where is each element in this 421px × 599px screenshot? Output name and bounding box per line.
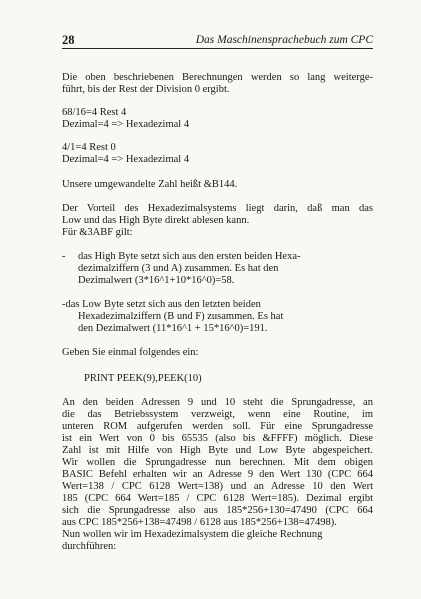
page-number: 28 bbox=[62, 33, 75, 47]
text-line: ist ein Wert von 0 bis 65535 (also bis &FFFF) möglich. Diese bbox=[62, 433, 373, 444]
text-line: 185 (CPC 664 Wert=185 / CPC 6128 Wert=185). Dezimal ergibt bbox=[62, 493, 373, 504]
text-line: Unsere umgewandelte Zahl heißt &B144. bbox=[62, 179, 238, 190]
text-line: Dezimal=4 => Hexadezimal 4 bbox=[62, 154, 190, 165]
text-line: Zahl ist mit Hilfe von High Byte und Low Byte abgespeichert. bbox=[62, 445, 373, 456]
text-line: PRINT PEEK(9),PEEK(10) bbox=[84, 373, 202, 384]
text-line: BASIC Befehl erhalten wir an Adresse 9 den Wert 130 (CPC 664 bbox=[62, 469, 373, 480]
text-line: Dezimalwert (3*16^1+10*16^0)=58. bbox=[78, 275, 235, 286]
running-title: Das Maschinensprachebuch zum CPC bbox=[195, 34, 373, 46]
text-line: Hexadezimalziffern (B und F) zusammen. Es hat bbox=[78, 311, 284, 322]
text-line: den Dezimalwert (11*16^1 + 15*16^0)=191. bbox=[78, 323, 268, 334]
text-line: 4/1=4 Rest 0 bbox=[62, 142, 116, 153]
text-line: 68/16=4 Rest 4 bbox=[62, 107, 127, 118]
text-line: - bbox=[62, 251, 66, 262]
text-line: Wir wollen die Sprungadresse nun berechnen. Mit dem obigen bbox=[62, 457, 373, 468]
text-line: durchführen: bbox=[62, 541, 117, 552]
text-line: Der Vorteil des Hexadezimalsystems liegt darin, daß man das bbox=[62, 203, 373, 214]
text-line: die das Betriebssystem verzweigt, wenn eine Routine, im bbox=[62, 409, 373, 420]
text-line: Dezimal=4 => Hexadezimal 4 bbox=[62, 119, 190, 130]
text-line: Geben Sie einmal folgendes ein: bbox=[62, 347, 199, 358]
text-line: Wert=138 / CPC 6128 Wert=138) und an Adresse 10 den Wert bbox=[62, 481, 373, 492]
text-line: Low und das High Byte direkt ablesen kann. bbox=[62, 215, 250, 226]
text-line: An den beiden Adressen 9 und 10 steht die Sprungadresse, an bbox=[62, 397, 373, 408]
text-line: führt, bis der Rest der Division 0 ergibt. bbox=[62, 84, 230, 95]
text-line: Für &3ABF gilt: bbox=[62, 227, 133, 238]
text-line: Die oben beschriebenen Berechnungen werden so lang weiterge- bbox=[62, 72, 373, 83]
text-line: dezimalziffern (3 und A) zusammen. Es hat den bbox=[78, 263, 279, 274]
text-line: Nun wollen wir im Hexadezimalsystem die gleiche Rechnung bbox=[62, 529, 323, 540]
text-line: unteren ROM aufgerufen werden soll. Für eine Sprungadresse bbox=[62, 421, 373, 432]
text-line: sich die Sprungadresse also aus 185*256+130=47490 (CPC 664 bbox=[62, 505, 373, 516]
page-header bbox=[62, 34, 373, 49]
text-line: aus CPC 185*256+138=47498 / 6128 aus 185*256+138=47498). bbox=[62, 517, 337, 528]
text-line: das High Byte setzt sich aus den ersten beiden Hexa- bbox=[78, 251, 301, 262]
text-line: -das Low Byte setzt sich aus den letzten beiden bbox=[62, 299, 261, 310]
